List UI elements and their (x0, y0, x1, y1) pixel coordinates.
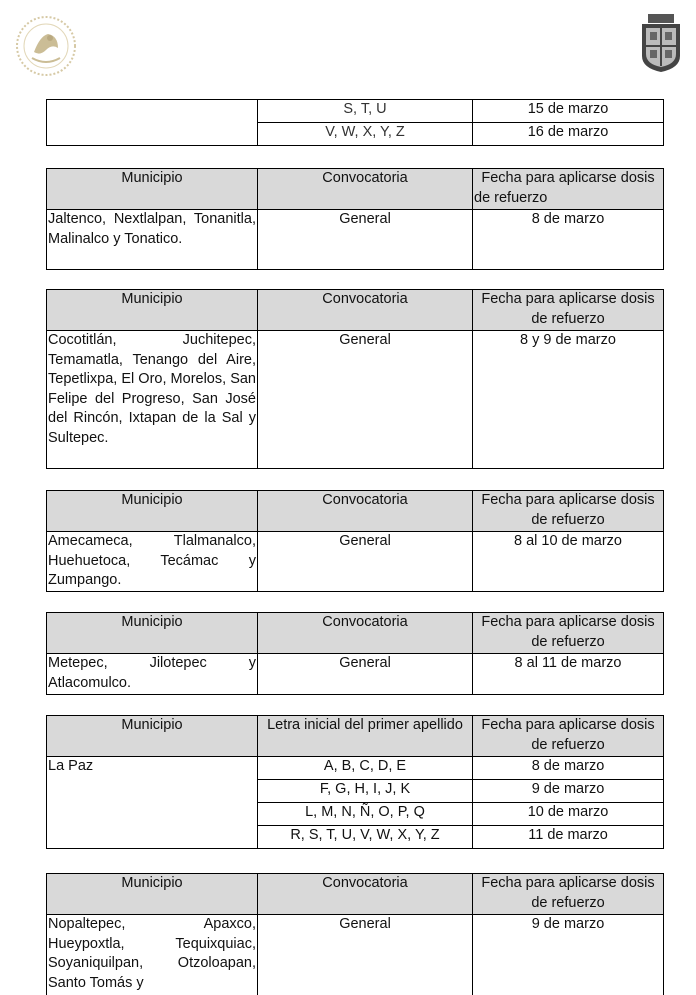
date-cell: 9 de marzo (473, 915, 664, 995)
header-municipio: Municipio (47, 874, 258, 915)
header-municipio: Municipio (47, 613, 258, 654)
header-fecha: Fecha para aplicarse dosis de refuerzo (473, 169, 664, 210)
header-municipio: Municipio (47, 491, 258, 532)
municipio-cell: Metepec, Jilotepec y Atlacomulco. (47, 654, 258, 695)
header-municipio: Municipio (47, 169, 258, 210)
convocatoria-cell: General (258, 532, 473, 592)
schedule-table-continuation (46, 99, 664, 146)
date-cell: 8 de marzo (473, 757, 664, 780)
empty-municipio-cell (47, 100, 258, 146)
date-cell: 15 de marzo (473, 100, 664, 123)
header-convocatoria: Convocatoria (258, 491, 473, 532)
letters-cell: S, T, U (258, 100, 473, 123)
date-cell: 10 de marzo (473, 803, 664, 826)
header-convocatoria: Convocatoria (258, 169, 473, 210)
header-convocatoria: Convocatoria (258, 874, 473, 915)
municipio-cell: La Paz (47, 757, 258, 849)
header-municipio: Municipio (47, 290, 258, 331)
letters-cell: R, S, T, U, V, W, X, Y, Z (258, 826, 473, 849)
header-municipio: Municipio (47, 716, 258, 757)
header-fecha: Fecha para aplicarse dosis de refuerzo (473, 290, 664, 331)
letters-cell: V, W, X, Y, Z (258, 123, 473, 146)
date-cell: 9 de marzo (473, 780, 664, 803)
municipio-cell: Jaltenco, Nextlalpan, Tonanitla, Malinalco y Tonatico. (47, 210, 258, 270)
municipio-cell: Amecameca, Tlalmanalco, Huehuetoca, Tecámac y Zumpango. (47, 532, 258, 592)
letters-cell: L, M, N, Ñ, O, P, Q (258, 803, 473, 826)
letters-cell: A, B, C, D, E (258, 757, 473, 780)
header-convocatoria: Convocatoria (258, 613, 473, 654)
date-cell: 8 al 10 de marzo (473, 532, 664, 592)
date-cell: 16 de marzo (473, 123, 664, 146)
schedule-table-jaltenco (46, 168, 664, 270)
municipio-cell: Nopaltepec, Apaxco, Hueypoxtla, Tequixquiac, Soyaniquilpan, Otzoloapan, Santo Tomás y (47, 915, 258, 995)
schedule-table-nopaltepec (46, 873, 664, 995)
mexico-coat-of-arms-seal (14, 14, 78, 78)
header-letra-inicial: Letra inicial del primer apellido (258, 716, 473, 757)
convocatoria-cell: General (258, 654, 473, 695)
schedule-table-cocotitlan (46, 289, 664, 469)
date-cell: 8 de marzo (473, 210, 664, 270)
header-fecha: Fecha para aplicarse dosis de refuerzo (473, 613, 664, 654)
convocatoria-cell: General (258, 915, 473, 995)
schedule-table-la-paz (46, 715, 664, 849)
municipio-cell: Cocotitlán, Juchitepec, Temamatla, Tenango del Aire, Tepetlixpa, El Oro, Morelos, San Felipe del Progreso, San José del Rincón, Ixtapan de la Sal y Sultepec. (47, 331, 258, 469)
schedule-table-metepec (46, 612, 664, 695)
letters-cell: F, G, H, I, J, K (258, 780, 473, 803)
header-fecha: Fecha para aplicarse dosis de refuerzo (473, 491, 664, 532)
header-convocatoria: Convocatoria (258, 290, 473, 331)
convocatoria-cell: General (258, 331, 473, 469)
header-fecha: Fecha para aplicarse dosis de refuerzo (473, 716, 664, 757)
convocatoria-cell: General (258, 210, 473, 270)
date-cell: 11 de marzo (473, 826, 664, 849)
schedule-table-amecameca (46, 490, 664, 592)
header-fecha: Fecha para aplicarse dosis de refuerzo (473, 874, 664, 915)
date-cell: 8 y 9 de marzo (473, 331, 664, 469)
date-cell: 8 al 11 de marzo (473, 654, 664, 695)
state-coat-of-arms-shield (638, 12, 684, 74)
